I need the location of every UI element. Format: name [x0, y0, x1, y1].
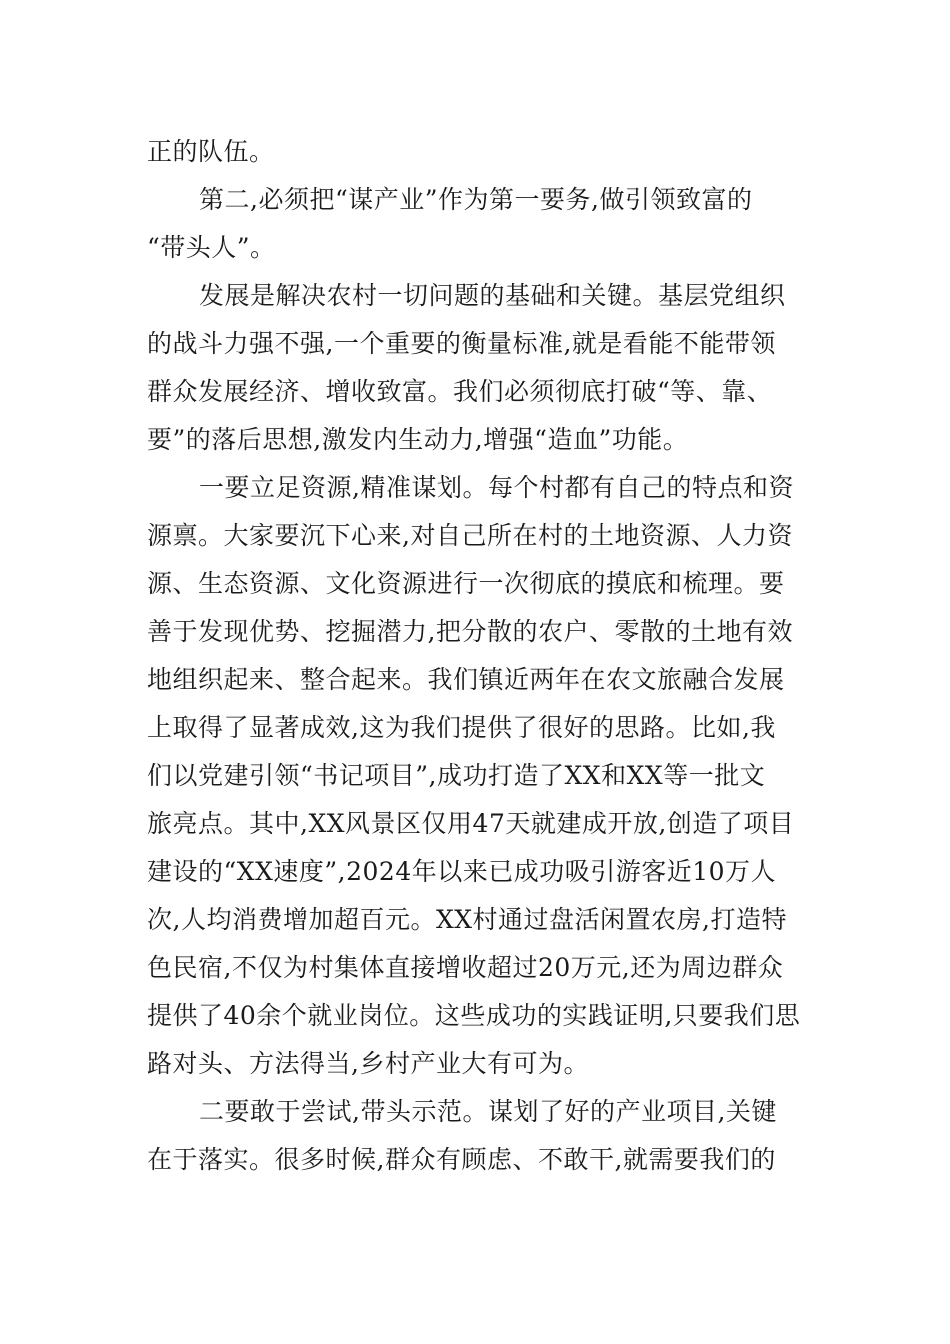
text-line: 源、生态资源、文化资源进行一次彻底的摸底和梳理。要: [147, 569, 785, 598]
paragraph-heading-line: 第二,必须把“谋产业”作为第一要务,做引领致富的: [199, 185, 753, 214]
text-line: 们以党建引领“书记项目”,成功打造了XX和XX等一批文: [147, 761, 766, 790]
text-line: 提供了40余个就业岗位。这些成功的实践证明,只要我们思: [147, 1001, 801, 1030]
text-line: 要”的落后思想,激发内生动力,增强“造血”功能。: [147, 425, 689, 454]
text-line: 善于发现优势、挖掘潜力,把分散的农户、零散的土地有效: [147, 617, 793, 646]
text-line: 上取得了显著成效,这为我们提供了很好的思路。比如,我: [147, 713, 776, 742]
text-line: 在于落实。很多时候,群众有顾虑、不敢干,就需要我们的: [147, 1145, 776, 1174]
text-line: 群众发展经济、增收致富。我们必须彻底打破“等、靠、: [147, 377, 773, 406]
text-line: 旅亮点。其中,XX风景区仅用47天就建成开放,创造了项目: [147, 809, 795, 838]
text-line: 建设的“XX速度”,2024年以来已成功吸引游客近10万人: [147, 857, 777, 886]
body-text: [147, 128, 807, 1184]
paragraph-first-line: 二要敢于尝试,带头示范。谋划了好的产业项目,关键: [199, 1097, 777, 1126]
text-line: 路对头、方法得当,乡村产业大有可为。: [147, 1049, 589, 1078]
text-line: 正的队伍。: [147, 137, 275, 166]
paragraph-first-line: 一要立足资源,精准谋划。每个村都有自己的特点和资: [199, 473, 794, 502]
paragraph-first-line: 发展是解决农村一切问题的基础和关键。基层党组织: [199, 281, 786, 310]
text-line: 的战斗力强不强,一个重要的衡量标准,就是看能不能带领: [147, 329, 776, 358]
text-line: 源禀。大家要沉下心来,对自己所在村的土地资源、人力资: [147, 521, 793, 550]
text-line: 色民宿,不仅为村集体直接增收超过20万元,还为周边群众: [147, 953, 784, 982]
text-line: 地组织起来、整合起来。我们镇近两年在农文旅融合发展: [147, 665, 785, 694]
text-line: 次,人均消费增加超百元。XX村通过盘活闲置农房,打造特: [147, 905, 787, 934]
text-line: “带头人”。: [147, 233, 276, 262]
